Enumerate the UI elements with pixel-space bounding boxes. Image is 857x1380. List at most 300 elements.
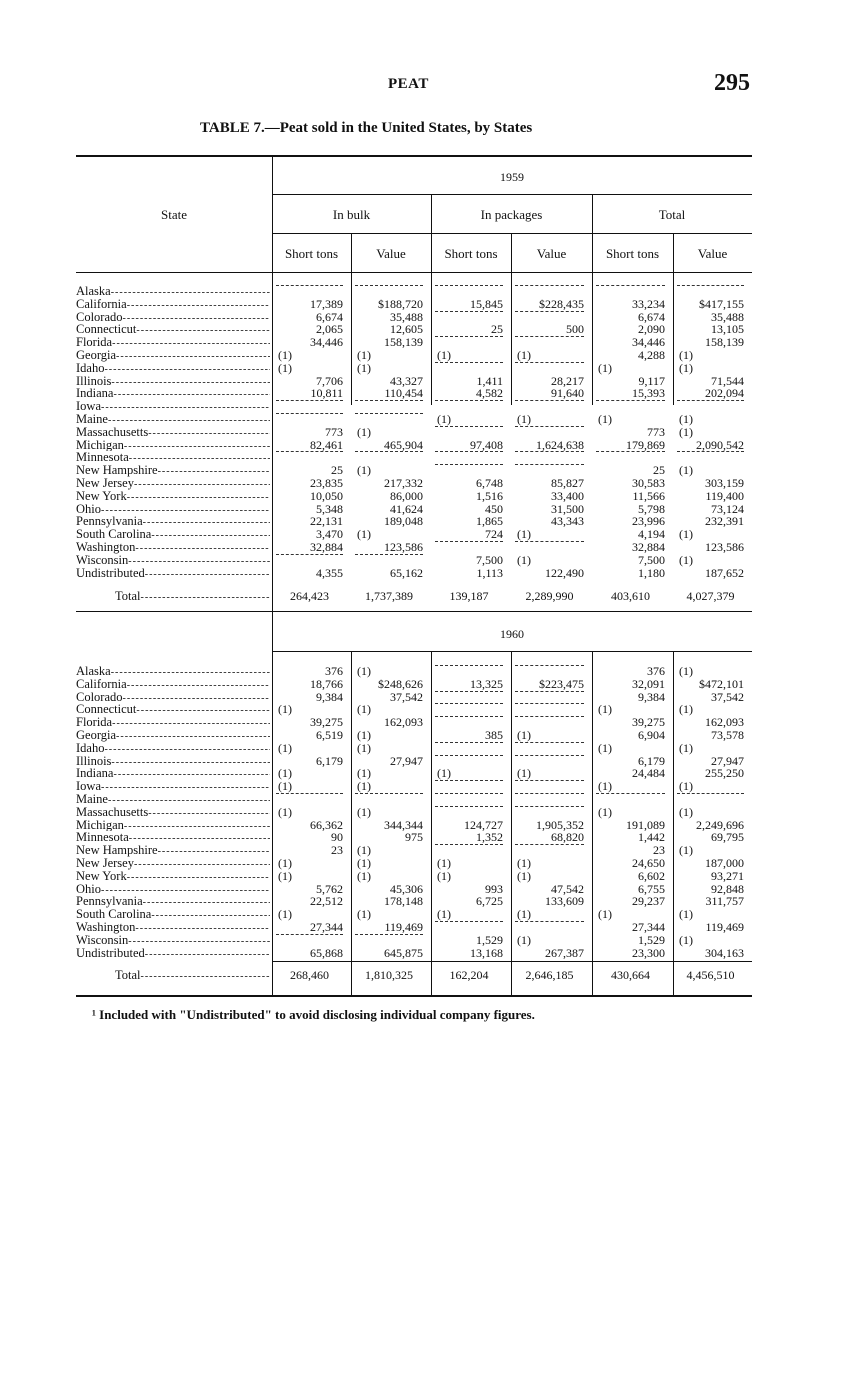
- table-cell: (1): [679, 552, 693, 567]
- state-label: [76, 844, 270, 857]
- vline-col: [673, 234, 674, 405]
- table-cell: (1): [517, 347, 531, 362]
- state-label: [76, 947, 270, 960]
- vline-col: [511, 234, 512, 405]
- state-label: [76, 806, 270, 819]
- total-cell: 162,204: [449, 968, 489, 982]
- table-cell: 110,454: [384, 386, 423, 401]
- table-cell: 18,766: [310, 676, 343, 691]
- table-cell: [435, 806, 503, 819]
- table-cell: (1): [437, 868, 451, 883]
- table-cell: 34,446: [310, 335, 343, 350]
- table-cell: 23,300: [632, 945, 665, 960]
- table-cell: [435, 451, 503, 464]
- state-label: [76, 554, 270, 567]
- table-cell: (1): [278, 855, 292, 870]
- state-name: South Carolina: [76, 908, 152, 921]
- table-cell: 85,827: [551, 475, 584, 490]
- state-name: Massachusetts: [76, 805, 149, 819]
- table-cell: 724: [485, 527, 503, 542]
- vline-col: [592, 195, 593, 405]
- table-cell: 23: [331, 843, 343, 858]
- table-cell: 28,217: [551, 373, 584, 388]
- table-cell: 35,488: [711, 309, 744, 324]
- table-cell: 39,275: [632, 715, 665, 730]
- state-name: Pennsylvania: [76, 895, 143, 909]
- table-caption: TABLE 7.—Peat sold in the United States, by States: [200, 120, 533, 136]
- state-label: [76, 895, 270, 908]
- state-label: [76, 426, 270, 439]
- sub-header: Value: [536, 246, 567, 261]
- table-cell: 45,306: [390, 881, 423, 896]
- vline-col: [431, 195, 432, 405]
- total-cell: 1,737,389: [365, 589, 413, 603]
- table-cell: 1,905,352: [536, 817, 584, 832]
- table-cell: [515, 426, 584, 439]
- state-name: Iowa: [76, 400, 101, 413]
- table-cell: 9,117: [638, 373, 665, 388]
- table-cell: 4,194: [638, 527, 665, 542]
- table-cell: 82,461: [310, 437, 343, 452]
- state-label: [76, 541, 270, 554]
- state-name: New York: [76, 869, 127, 883]
- state-list: [76, 285, 270, 579]
- table-cell: (1): [598, 779, 612, 794]
- table-cell: (1): [679, 740, 693, 755]
- table-cell: 773: [325, 424, 343, 439]
- table-cell: [435, 793, 503, 806]
- table-cell: 6,674: [638, 309, 665, 324]
- value-column: [355, 665, 423, 959]
- table-cell: 376: [647, 664, 665, 678]
- group-header: Total: [658, 207, 686, 222]
- table-cell: 25: [491, 322, 503, 337]
- table-cell: [276, 413, 343, 426]
- table-cell: (1): [437, 907, 451, 922]
- table-cell: (1): [679, 360, 693, 375]
- state-name: Michigan: [76, 818, 124, 832]
- state-label: [76, 870, 270, 883]
- table-cell: [515, 742, 584, 755]
- group-rule: [272, 233, 752, 234]
- table-cell: 232,391: [705, 514, 744, 529]
- state-label: [76, 921, 270, 934]
- table-cell: (1): [679, 347, 693, 362]
- table-cell: 3,470: [316, 527, 343, 542]
- table-cell: (1): [357, 843, 371, 858]
- table-cell: 25: [653, 463, 665, 478]
- table-cell: 119,469: [705, 919, 744, 934]
- state-list: [76, 665, 270, 959]
- state-label: [76, 336, 270, 349]
- table-cell: 23: [653, 843, 665, 858]
- total-label: Total -----: [115, 589, 270, 604]
- table-cell: (1): [598, 740, 612, 755]
- table-cell: 2,090,542: [696, 437, 744, 452]
- table-cell: 123,586: [705, 539, 744, 554]
- state-name: New York: [76, 489, 127, 503]
- year-header-1960: 1960: [500, 627, 524, 641]
- table-cell: $188,720: [378, 296, 423, 311]
- table-cell: [276, 554, 343, 567]
- table-cell: 122,490: [545, 565, 584, 580]
- table-cell: (1): [357, 702, 371, 717]
- total-cell: 430,664: [611, 968, 650, 982]
- table-cell: 39,275: [310, 715, 343, 730]
- state-label: [76, 831, 270, 844]
- state-label: [76, 703, 270, 716]
- state-name: Minnesota: [76, 831, 129, 845]
- state-name: Massachusetts: [76, 425, 149, 439]
- state-label: [76, 439, 270, 452]
- state-name: Indiana: [76, 767, 114, 781]
- value-column: [435, 665, 503, 959]
- total-cell: 403,610: [611, 589, 650, 603]
- table-cell: (1): [357, 527, 371, 542]
- table-cell: 1,529: [638, 932, 665, 947]
- table-cell: [435, 703, 503, 716]
- table-cell: [677, 793, 744, 806]
- table-cell: (1): [357, 664, 371, 678]
- table-cell: 6,179: [316, 753, 343, 768]
- value-column: [596, 285, 665, 579]
- state-name: Washington: [76, 920, 136, 934]
- state-name: Idaho: [76, 361, 105, 375]
- table-cell: [435, 665, 503, 678]
- table-cell: (1): [679, 779, 693, 794]
- table-cell: 133,609: [545, 894, 584, 909]
- table-cell: (1): [598, 907, 612, 922]
- table-cell: (1): [278, 907, 292, 922]
- table-cell: [355, 413, 423, 426]
- value-column: [515, 285, 584, 579]
- state-label: [76, 528, 270, 541]
- table-cell: 6,904: [638, 727, 665, 742]
- table-cell: (1): [278, 347, 292, 362]
- table-cell: 1,352: [476, 830, 503, 845]
- table-cell: (1): [679, 664, 693, 678]
- table-cell: 162,093: [384, 715, 423, 730]
- table-cell: 191,089: [626, 817, 665, 832]
- state-label: [76, 362, 270, 375]
- table-cell: (1): [278, 804, 292, 819]
- table-cell: 303,159: [705, 475, 744, 490]
- table-cell: 2,090: [638, 322, 665, 337]
- table-cell: 124,727: [464, 817, 503, 832]
- sub-header: Short tons: [444, 246, 498, 261]
- table-cell: 27,947: [390, 753, 423, 768]
- state-label: [76, 729, 270, 742]
- state-label: [76, 567, 270, 580]
- state-name: Ohio: [76, 502, 101, 516]
- state-name: Undistributed: [76, 566, 145, 580]
- table-cell: 73,124: [711, 501, 744, 516]
- state-name: New Jersey: [76, 856, 134, 870]
- table-cell: 66,362: [310, 817, 343, 832]
- state-label: [76, 413, 270, 426]
- total-cell: 1,810,325: [365, 968, 413, 982]
- table-cell: [355, 285, 423, 298]
- table-cell: 43,343: [551, 514, 584, 529]
- total-rule: [272, 961, 752, 962]
- table-cell: (1): [278, 766, 292, 781]
- table-cell: 202,094: [705, 386, 744, 401]
- state-label: [76, 323, 270, 336]
- table-cell: 6,674: [316, 309, 343, 324]
- table-cell: 47,542: [551, 881, 584, 896]
- table-cell: 7,706: [316, 373, 343, 388]
- table-cell: 12,605: [390, 322, 423, 337]
- table-cell: 43,327: [390, 373, 423, 388]
- total-cell: 2,289,990: [525, 589, 574, 603]
- table-cell: (1): [517, 527, 531, 542]
- state-name: Connecticut: [76, 703, 137, 717]
- table-cell: $472,101: [699, 676, 744, 691]
- table-cell: (1): [517, 907, 531, 922]
- table-cell: 69,795: [711, 830, 744, 845]
- table-cell: 993: [485, 881, 503, 896]
- state-name: Washington: [76, 540, 136, 554]
- state-name: Illinois: [76, 754, 112, 768]
- total-cell: 139,187: [449, 589, 489, 603]
- table-cell: [596, 793, 665, 806]
- table-cell: 304,163: [705, 945, 744, 960]
- table-cell: 187,652: [705, 565, 744, 580]
- table-cell: 23,996: [632, 514, 665, 529]
- table-cell: [515, 780, 584, 793]
- total-rule: [76, 611, 752, 612]
- total-label: Total -----: [115, 968, 270, 983]
- table-cell: [435, 742, 503, 755]
- table-cell: 4,288: [638, 347, 665, 362]
- table-cell: 6,519: [316, 727, 343, 742]
- state-name: Maine: [76, 792, 108, 806]
- state-name: Florida: [76, 336, 113, 349]
- table-cell: [515, 541, 584, 554]
- sub-header: Value: [697, 246, 728, 261]
- vline-col: [511, 652, 512, 995]
- running-head: PEAT: [388, 76, 429, 92]
- group-header: In packages: [480, 207, 543, 222]
- state-label: [76, 819, 270, 832]
- state-name: Connecticut: [76, 323, 137, 337]
- state-label: [76, 349, 270, 362]
- table-cell: $223,475: [539, 676, 584, 691]
- state-name: Pennsylvania: [76, 515, 143, 529]
- table-cell: (1): [598, 411, 612, 426]
- table-cell: 93,271: [711, 868, 744, 883]
- state-name: Colorado: [76, 690, 123, 704]
- table-cell: 267,387: [545, 945, 584, 960]
- state-name: Alaska: [76, 665, 111, 678]
- state-name: Ohio: [76, 882, 101, 896]
- table-cell: 27,344: [310, 919, 343, 934]
- table-cell: (1): [598, 702, 612, 717]
- table-cell: 1,442: [638, 830, 665, 845]
- state-name: Georgia: [76, 348, 117, 362]
- table-cell: 255,250: [705, 766, 744, 781]
- table-cell: (1): [517, 727, 531, 742]
- table-cell: 32,884: [310, 539, 343, 554]
- table-cell: [355, 934, 423, 947]
- table-cell: (1): [278, 868, 292, 883]
- table-cell: 465,904: [384, 437, 423, 452]
- table-cell: (1): [357, 740, 371, 755]
- table-cell: (1): [278, 779, 292, 794]
- table-cell: [355, 793, 423, 806]
- table-cell: [276, 793, 343, 806]
- table-cell: 27,947: [711, 753, 744, 768]
- table-cell: 34,446: [632, 335, 665, 350]
- table-cell: 73,578: [711, 727, 744, 742]
- table-cell: (1): [679, 424, 693, 439]
- table-cell: [435, 285, 503, 298]
- table-cell: 13,325: [470, 676, 503, 691]
- total-cell: 268,460: [290, 968, 329, 982]
- table-cell: (1): [679, 527, 693, 542]
- table-cell: 32,091: [632, 676, 665, 691]
- table-cell: (1): [357, 855, 371, 870]
- value-column: [515, 665, 584, 959]
- table-cell: (1): [437, 855, 451, 870]
- table-cell: [515, 665, 584, 678]
- table-cell: (1): [517, 552, 531, 567]
- table-cell: 33,400: [551, 488, 584, 503]
- state-label: [76, 298, 270, 311]
- state-name: California: [76, 297, 127, 311]
- table-cell: 33,234: [632, 296, 665, 311]
- state-name: California: [76, 677, 127, 691]
- table-bottom-rule: [76, 995, 752, 997]
- sub-header: Value: [376, 246, 406, 261]
- state-label: [76, 451, 270, 464]
- table-cell: (1): [598, 804, 612, 819]
- total-cell: 2,646,185: [525, 968, 574, 982]
- table-cell: 2,249,696: [696, 817, 744, 832]
- state-label: [76, 716, 270, 729]
- table-cell: 975: [405, 830, 423, 845]
- table-cell: [515, 451, 584, 464]
- table-cell: 23,835: [310, 475, 343, 490]
- state-label: [76, 464, 270, 477]
- table-cell: 1,624,638: [536, 437, 584, 452]
- value-column: [355, 285, 423, 579]
- table-cell: 9,384: [316, 689, 343, 704]
- table-cell: (1): [357, 779, 371, 794]
- table-cell: [435, 362, 503, 375]
- table-cell: 24,484: [632, 766, 665, 781]
- table-cell: 68,820: [551, 830, 584, 845]
- table-cell: 29,237: [632, 894, 665, 909]
- table-cell: 119,400: [705, 488, 744, 503]
- table-cell: [355, 400, 423, 413]
- table-cell: (1): [517, 932, 531, 947]
- state-name: Alaska: [76, 285, 111, 298]
- table-cell: 1,516: [476, 488, 503, 503]
- group-header: In bulk: [332, 207, 371, 222]
- state-label: [76, 793, 270, 806]
- state-label: [76, 490, 270, 503]
- table-cell: [596, 285, 665, 298]
- table-cell: 4,582: [476, 386, 503, 401]
- table-cell: (1): [357, 868, 371, 883]
- state-label: [76, 742, 270, 755]
- year-header-1959: 1959: [500, 170, 524, 184]
- table-cell: 450: [485, 501, 503, 516]
- table-cell: [435, 541, 503, 554]
- table-cell: 1,113: [476, 565, 503, 580]
- table-cell: 91,640: [551, 386, 584, 401]
- table-cell: 311,757: [705, 894, 744, 909]
- table-cell: [515, 703, 584, 716]
- table-cell: [515, 793, 584, 806]
- table-cell: 187,000: [705, 855, 744, 870]
- table-cell: 22,131: [310, 514, 343, 529]
- table-cell: (1): [278, 360, 292, 375]
- state-label: [76, 934, 270, 947]
- table-cell: 27,344: [632, 919, 665, 934]
- table-cell: [276, 400, 343, 413]
- table-cell: 645,875: [384, 945, 423, 960]
- table-cell: 385: [485, 727, 503, 742]
- state-label: [76, 400, 270, 413]
- table-cell: (1): [357, 727, 371, 742]
- table-cell: (1): [357, 424, 371, 439]
- table-cell: (1): [437, 411, 451, 426]
- table-cell: 6,179: [638, 753, 665, 768]
- table-cell: 37,542: [390, 689, 423, 704]
- table-cell: [355, 554, 423, 567]
- value-column: [435, 285, 503, 579]
- table-cell: [515, 806, 584, 819]
- vline-col: [592, 652, 593, 995]
- table-cell: 6,725: [476, 894, 503, 909]
- vline-col: [431, 652, 432, 995]
- table-cell: 37,542: [711, 689, 744, 704]
- table-cell: [435, 780, 503, 793]
- state-column-header: State: [161, 207, 187, 222]
- table-cell: 1,865: [476, 514, 503, 529]
- value-column: [677, 665, 744, 959]
- table-cell: 9,384: [638, 689, 665, 704]
- table-cell: 15,845: [470, 296, 503, 311]
- table-cell: 344,344: [384, 817, 423, 832]
- table-cell: (1): [679, 907, 693, 922]
- table-cell: 376: [325, 664, 343, 678]
- vline-state: [272, 157, 273, 995]
- table-cell: 32,884: [632, 539, 665, 554]
- table-cell: [515, 362, 584, 375]
- table-cell: 35,488: [390, 309, 423, 324]
- table-cell: 500: [566, 322, 584, 337]
- table-cell: 65,868: [310, 945, 343, 960]
- value-column: [677, 285, 744, 579]
- table-cell: 189,048: [384, 514, 423, 529]
- table-cell: 158,139: [384, 335, 423, 350]
- table-cell: (1): [357, 347, 371, 362]
- table-cell: (1): [679, 843, 693, 858]
- header-bottom-rule: [76, 272, 752, 273]
- value-column: [276, 665, 343, 959]
- table-cell: 5,348: [316, 501, 343, 516]
- state-name: Indiana: [76, 387, 114, 401]
- table-cell: 158,139: [705, 335, 744, 350]
- table-cell: 1,529: [476, 932, 503, 947]
- vline-col: [351, 652, 352, 995]
- table-cell: 6,755: [638, 881, 665, 896]
- state-label: [76, 387, 270, 400]
- state-label: [76, 908, 270, 921]
